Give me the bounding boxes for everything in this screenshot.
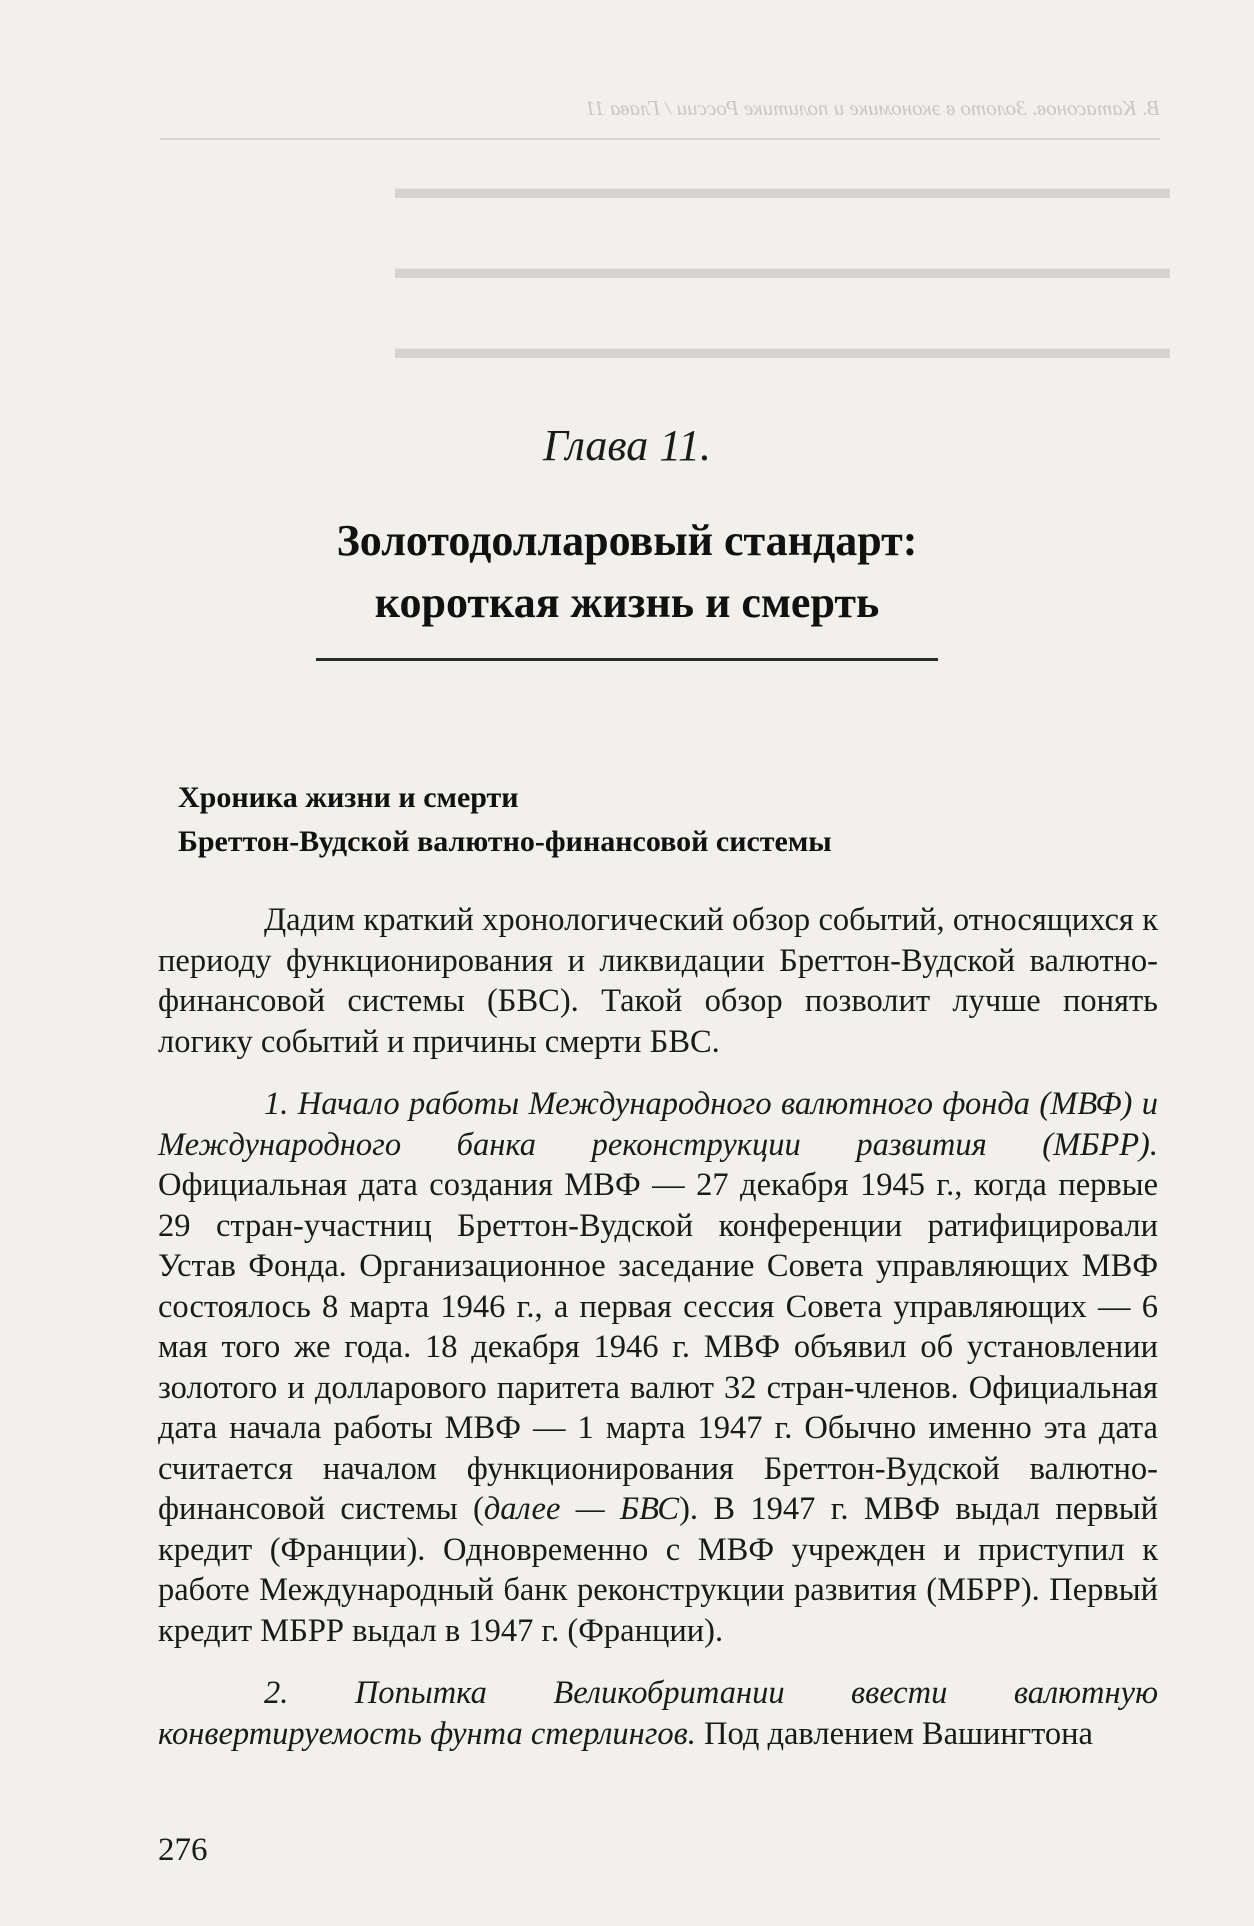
- item-1-text-a: Официальная дата создания МВФ — 27 декабря 1945 г., когда первые 29 стран-участниц Бреттон-Вудской конференции ратифицировали Устав Фонда. Организационное заседание Совета управляющих МВФ состоялось 8 марта 1946 г., а первая сессия Совета управляющих — 6 мая того же года. 18 декабря 1946 г. МВФ объявил об установлении золотого и долларового паритета валют 32 стран-членов. Официальная дата начала работы МВФ — 1 марта 1947 г. Обычно именно эта дата считается началом функционирования Бреттон-Вудской валютно-финансовой системы (: [158, 1167, 1158, 1527]
- paragraph-item-2: [158, 1673, 1158, 1754]
- item-2-text: Под давлением Вашингтона: [695, 1715, 1093, 1752]
- page-number: 276: [158, 1832, 208, 1868]
- chapter-label: Глава 11.: [543, 421, 711, 470]
- paragraph-item-1: [158, 1084, 1158, 1651]
- chapter-title: [0, 510, 1254, 634]
- body-text: [158, 900, 1158, 1776]
- running-head: В. Катасонов. Золото в экономике и политике России / Глава 11: [585, 96, 1160, 120]
- paragraph-intro: Дадим краткий хронологический обзор событий, относящихся к периоду функционирования и ликвидации Бреттон-Вудской валютно-финансовой системы (БВС). Такой обзор позволит лучше понять логику событий и причины смерти БВС.: [158, 902, 1158, 1060]
- item-1-text-b: ). В 1947 г. МВФ выдал первый кредит (Франции). Одновременно с МВФ учрежден и приступил к работе Международный банк реконструкции развития (МБРР). Первый кредит МБРР выдал в 1947 г. (Франции).: [158, 1491, 1159, 1649]
- chapter-title-line-1: Золотодолларовый стандарт:: [336, 516, 918, 565]
- section-heading-line-2: Бреттон-Вудской валютно-финансовой системы: [178, 825, 832, 858]
- section-heading-line-1: Хроника жизни и смерти: [178, 781, 519, 814]
- header-rule: [160, 138, 1160, 140]
- item-1-italic: далее — БВС: [483, 1491, 680, 1527]
- chapter-title-underline: [316, 658, 938, 661]
- section-heading: [178, 776, 1178, 864]
- bleed-through-line: ▬▬▬▬▬▬▬▬▬▬▬▬▬▬▬▬▬▬▬▬▬▬▬▬▬: [395, 330, 1170, 365]
- item-1-heading: 1. Начало работы Международного валютного фонда (МВФ) и Международного банка реконструкции развития (МБРР).: [158, 1086, 1158, 1163]
- item-2-heading: 2. Попытка Великобритании ввести валютную конвертируемость фунта стерлингов.: [158, 1675, 1158, 1752]
- bleed-through-line: ▬▬▬▬▬▬▬▬▬▬▬▬▬▬▬▬▬▬▬▬▬▬▬▬▬: [395, 250, 1170, 285]
- bleed-through-line: ▬▬▬▬▬▬▬▬▬▬▬▬▬▬▬▬▬▬▬▬▬▬▬▬▬: [395, 170, 1170, 205]
- chapter-title-line-2: короткая жизнь и смерть: [374, 578, 880, 627]
